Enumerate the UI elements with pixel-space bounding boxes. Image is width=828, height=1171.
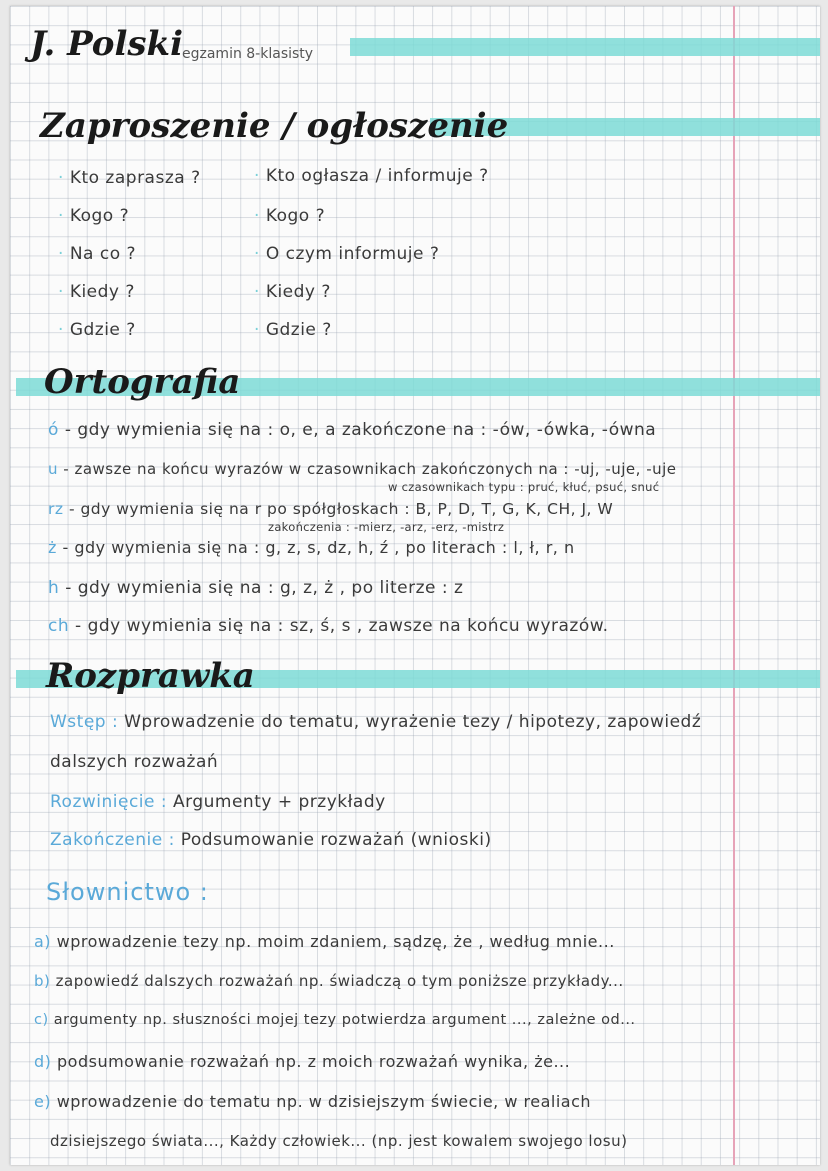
vocab-heading: Słownictwo : (46, 878, 209, 906)
essay-part (50, 752, 218, 772)
title-highlight (350, 38, 820, 56)
bullet: · (58, 206, 64, 226)
list-item (254, 244, 439, 264)
list-item (254, 206, 325, 226)
rule-row (48, 500, 613, 518)
vocab-letter: b) (34, 972, 51, 990)
list-item-text: Kto zaprasza ? (69, 168, 201, 188)
vocab-letter: e) (34, 1092, 52, 1111)
list-item (58, 244, 136, 264)
rule-letter: ż (48, 538, 57, 557)
list-item (58, 168, 201, 188)
rule-row (268, 520, 504, 534)
list-item-text: Kiedy ? (265, 282, 331, 302)
bullet: · (58, 244, 64, 264)
bullet: · (254, 282, 260, 302)
rule-letter: h (48, 578, 60, 598)
vocab-text: wprowadzenie tezy np. moim zdaniem, sądzę, że , według mnie... (56, 932, 615, 951)
list-item-text: O czym informuje ? (265, 244, 440, 264)
essay-part-label: Zakończenie : (50, 830, 175, 850)
list-item-text: Kogo ? (265, 206, 326, 226)
page-subtitle: egzamin 8-klasisty (182, 46, 314, 62)
essay-part-label: Rozwinięcie : (50, 792, 168, 812)
vocab-item (34, 1092, 591, 1111)
rule-row (48, 538, 575, 557)
vocab-letter: a) (34, 932, 52, 951)
vocab-item (34, 1052, 570, 1071)
rule-text: - gdy wymienia się na r po spółgłoskach : B, P, D, T, G, K, CH, J, W (68, 500, 614, 518)
vocab-text: podsumowanie rozważań np. z moich rozważań wynika, że... (57, 1052, 571, 1071)
essay-heading: Rozprawka (46, 656, 255, 696)
list-item-text: Gdzie ? (265, 320, 332, 340)
vocab-item (34, 972, 624, 990)
list-item (58, 320, 136, 340)
vocab-text: zapowiedź dalszych rozważań np. świadczą o tym poniższe przykłady... (55, 972, 624, 990)
bullet: · (254, 320, 260, 340)
list-item-text: Kto ogłasza / informuje ? (265, 166, 489, 186)
list-item (254, 320, 332, 340)
vocab-text: argumenty np. słuszności mojej tezy potwierdza argument ..., zależne od... (53, 1012, 636, 1028)
essay-part (50, 830, 492, 850)
notebook-page (10, 6, 820, 1165)
bullet: · (58, 320, 64, 340)
invitation-heading: Zaproszenie / ogłoszenie (40, 106, 509, 146)
list-item-text: Kiedy ? (69, 282, 135, 302)
essay-part (50, 712, 701, 732)
list-item-text: Kogo ? (69, 206, 130, 226)
rule-text: - gdy wymienia się na : sz, ś, s , zawsze na końcu wyrazów. (75, 616, 609, 636)
rule-letter: rz (48, 500, 64, 518)
rule-text: zakończenia : -mierz, -arz, -erz, -mistrz (268, 520, 505, 534)
rule-letter: ch (48, 616, 70, 636)
rule-row (388, 480, 659, 494)
bullet: · (254, 206, 260, 226)
list-item (254, 166, 489, 186)
rule-row (48, 616, 609, 636)
list-item (58, 206, 129, 226)
vocab-text: dzisiejszego świata..., Każdy człowiek... (np. jest kowalem swojego losu) (50, 1132, 628, 1150)
bullet: · (58, 282, 64, 302)
essay-part (50, 792, 386, 812)
orthography-heading: Ortografia (44, 362, 241, 402)
essay-part-text: Argumenty + przykłady (173, 792, 386, 812)
rule-text: w czasownikach typu : pruć, kłuć, psuć, snuć (388, 480, 660, 494)
vocab-item (50, 1132, 627, 1150)
bullet: · (58, 168, 64, 188)
rule-text: - gdy wymienia się na : o, e, a zakończone na : -ów, -ówka, -ówna (64, 420, 657, 440)
bullet: · (254, 166, 260, 186)
essay-part-text: Wprowadzenie do tematu, wyrażenie tezy / hipotezy, zapowiedź (124, 712, 702, 732)
rule-text: - gdy wymienia się na : g, z, ż , po literze : z (65, 578, 464, 598)
rule-row (48, 460, 677, 478)
list-item-text: Na co ? (69, 244, 137, 264)
list-item (254, 282, 331, 302)
list-item-text: Gdzie ? (69, 320, 136, 340)
essay-part-text: dalszych rozważań (50, 752, 219, 772)
vocab-item (34, 932, 615, 951)
vocab-text: wprowadzenie do tematu np. w dzisiejszym świecie, w realiach (56, 1092, 592, 1111)
rule-letter: ó (48, 420, 59, 440)
vocab-letter: c) (34, 1012, 49, 1028)
rule-text: - zawsze na końcu wyrazów w czasownikach zakończonych na : -uj, -uje, -uje (63, 460, 677, 478)
margin-line (733, 6, 735, 1165)
bullet: · (254, 244, 260, 264)
vocab-letter: d) (34, 1052, 52, 1071)
vocab-item (34, 1012, 636, 1028)
rule-row (48, 420, 656, 440)
rule-row (48, 578, 463, 598)
rule-text: - gdy wymienia się na : g, z, s, dz, h, ź , po literach : l, ł, r, n (62, 538, 575, 557)
list-item (58, 282, 135, 302)
rule-letter: u (48, 460, 59, 478)
essay-part-label: Wstęp : (50, 712, 119, 732)
page-title: J. Polski (30, 24, 183, 64)
essay-part-text: Podsumowanie rozważań (wnioski) (180, 830, 492, 850)
